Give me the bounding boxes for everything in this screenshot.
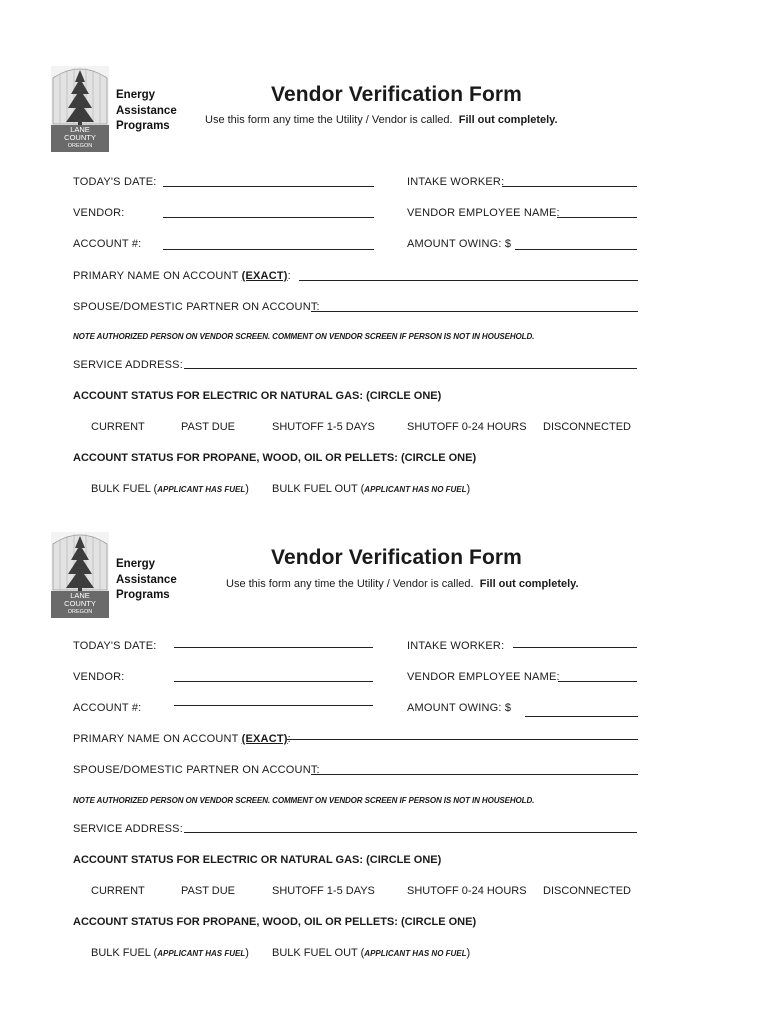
vendor-label: VENDOR: xyxy=(73,207,125,219)
bulk-fuel-close: ) xyxy=(245,483,249,495)
account-label: ACCOUNT #: xyxy=(73,702,142,714)
todays-date-field[interactable] xyxy=(174,647,373,648)
subtitle-emphasis: Fill out completely. xyxy=(458,114,558,126)
option-past-due[interactable]: PAST DUE xyxy=(181,885,235,897)
option-disconnected[interactable]: DISCONNECTED xyxy=(543,421,632,433)
logo-county-line: LANE xyxy=(70,125,90,134)
bulk-fuel-out-close: ) xyxy=(466,483,471,495)
spouse-label: SPOUSE/DOMESTIC PARTNER ON ACCOUNT: xyxy=(73,301,320,313)
primary-name-label xyxy=(73,733,291,745)
amount-owing-label: AMOUNT OWING: $ xyxy=(407,238,512,250)
logo-county-line: COUNTY xyxy=(64,133,96,142)
bulk-fuel-out-close: ) xyxy=(466,947,471,959)
intake-worker-label: INTAKE WORKER: xyxy=(407,640,505,652)
bulk-fuel-close: ) xyxy=(245,947,249,959)
bulk-fuel-out-note: APPLICANT HAS NO FUEL xyxy=(364,485,467,494)
primary-name-text: PRIMARY NAME ON ACCOUNT xyxy=(73,270,239,282)
service-address-label: SERVICE ADDRESS: xyxy=(73,359,183,371)
account-label: ACCOUNT #: xyxy=(73,238,142,250)
vendor-employee-label: VENDOR EMPLOYEE NAME: xyxy=(407,207,560,219)
option-shutoff-1-5-days[interactable]: SHUTOFF 1-5 DAYS xyxy=(272,421,375,433)
spouse-field[interactable] xyxy=(311,774,638,775)
propane-status-heading: ACCOUNT STATUS FOR PROPANE, WOOD, OIL OR PELLETS: (CIRCLE ONE) xyxy=(73,452,477,464)
primary-name-field[interactable] xyxy=(287,739,638,740)
form-title: Vendor Verification Form xyxy=(271,83,522,106)
option-bulk-fuel-out[interactable] xyxy=(272,483,470,495)
logo-county-line: LANE xyxy=(70,591,90,600)
option-disconnected[interactable]: DISCONNECTED xyxy=(543,885,632,897)
logo-county-line: OREGON xyxy=(67,143,93,149)
option-shutoff-0-24-hours[interactable]: SHUTOFF 0-24 HOURS xyxy=(407,421,527,433)
bulk-fuel-label: BULK FUEL ( xyxy=(91,483,158,495)
exact-emphasis: (EXACT) xyxy=(241,733,288,745)
logo-line: Programs xyxy=(116,589,170,601)
electric-status-heading: ACCOUNT STATUS FOR ELECTRIC OR NATURAL GAS: (CIRCLE ONE) xyxy=(73,390,442,402)
bulk-fuel-out-note: APPLICANT HAS NO FUEL xyxy=(364,949,467,958)
bulk-fuel-out-label: BULK FUEL OUT ( xyxy=(272,947,365,959)
option-current[interactable]: CURRENT xyxy=(91,885,145,897)
exact-emphasis: (EXACT) xyxy=(241,270,288,282)
subtitle-text: Use this form any time the Utility / Vendor is called. xyxy=(226,578,474,590)
logo-line: Programs xyxy=(116,120,170,132)
intake-worker-field[interactable] xyxy=(513,647,637,648)
service-address-field[interactable] xyxy=(184,832,637,833)
logo-line: Energy xyxy=(116,89,155,101)
primary-name-colon: : xyxy=(287,733,291,745)
subtitle-emphasis: Fill out completely. xyxy=(479,578,579,590)
todays-date-label: TODAY'S DATE: xyxy=(73,640,157,652)
electric-status-heading: ACCOUNT STATUS FOR ELECTRIC OR NATURAL GAS: (CIRCLE ONE) xyxy=(73,854,442,866)
option-shutoff-1-5-days[interactable]: SHUTOFF 1-5 DAYS xyxy=(272,885,375,897)
option-bulk-fuel-out[interactable] xyxy=(272,947,470,959)
lane-county-logo xyxy=(51,532,109,618)
bulk-fuel-out-label: BULK FUEL OUT ( xyxy=(272,483,365,495)
form-subtitle xyxy=(226,578,579,590)
logo-line: Assistance xyxy=(116,573,177,586)
spouse-label: SPOUSE/DOMESTIC PARTNER ON ACCOUNT: xyxy=(73,764,320,776)
propane-status-heading: ACCOUNT STATUS FOR PROPANE, WOOD, OIL OR PELLETS: (CIRCLE ONE) xyxy=(73,916,477,928)
primary-name-colon: : xyxy=(287,270,291,282)
authorized-person-note: NOTE AUTHORIZED PERSON ON VENDOR SCREEN. COMMENT ON VENDOR SCREEN IF PERSON IS NOT IN HOUSEHOLD. xyxy=(73,796,535,805)
logo-county-line: OREGON xyxy=(67,609,93,615)
service-address-label: SERVICE ADDRESS: xyxy=(73,823,183,835)
amount-owing-label: AMOUNT OWING: $ xyxy=(407,702,512,714)
vendor-field[interactable] xyxy=(174,681,373,682)
logo-program-name xyxy=(116,557,177,604)
logo-county-text xyxy=(51,592,109,616)
account-field[interactable] xyxy=(174,705,373,706)
primary-name-text: PRIMARY NAME ON ACCOUNT xyxy=(73,733,239,745)
subtitle-text: Use this form any time the Utility / Vendor is called. xyxy=(205,114,453,126)
bulk-fuel-note: APPLICANT HAS FUEL xyxy=(157,949,246,958)
intake-worker-label: INTAKE WORKER: xyxy=(407,176,505,188)
bulk-fuel-note: APPLICANT HAS FUEL xyxy=(157,485,246,494)
option-current[interactable]: CURRENT xyxy=(91,421,145,433)
option-bulk-fuel[interactable] xyxy=(91,483,249,495)
amount-owing-field[interactable] xyxy=(525,716,638,717)
form-title: Vendor Verification Form xyxy=(271,546,522,569)
option-bulk-fuel[interactable] xyxy=(91,947,249,959)
vendor-employee-label: VENDOR EMPLOYEE NAME: xyxy=(407,671,560,683)
todays-date-label: TODAY'S DATE: xyxy=(73,176,157,188)
vendor-label: VENDOR: xyxy=(73,671,125,683)
bulk-fuel-label: BULK FUEL ( xyxy=(91,947,158,959)
option-past-due[interactable]: PAST DUE xyxy=(181,421,235,433)
logo-line: Assistance xyxy=(116,104,177,117)
authorized-person-note: NOTE AUTHORIZED PERSON ON VENDOR SCREEN. COMMENT ON VENDOR SCREEN IF PERSON IS NOT IN HOUSEHOLD. xyxy=(73,332,535,341)
logo-county-line: COUNTY xyxy=(64,599,96,608)
logo-line: Energy xyxy=(116,558,155,570)
option-shutoff-0-24-hours[interactable]: SHUTOFF 0-24 HOURS xyxy=(407,885,527,897)
vendor-employee-field[interactable] xyxy=(558,681,637,682)
